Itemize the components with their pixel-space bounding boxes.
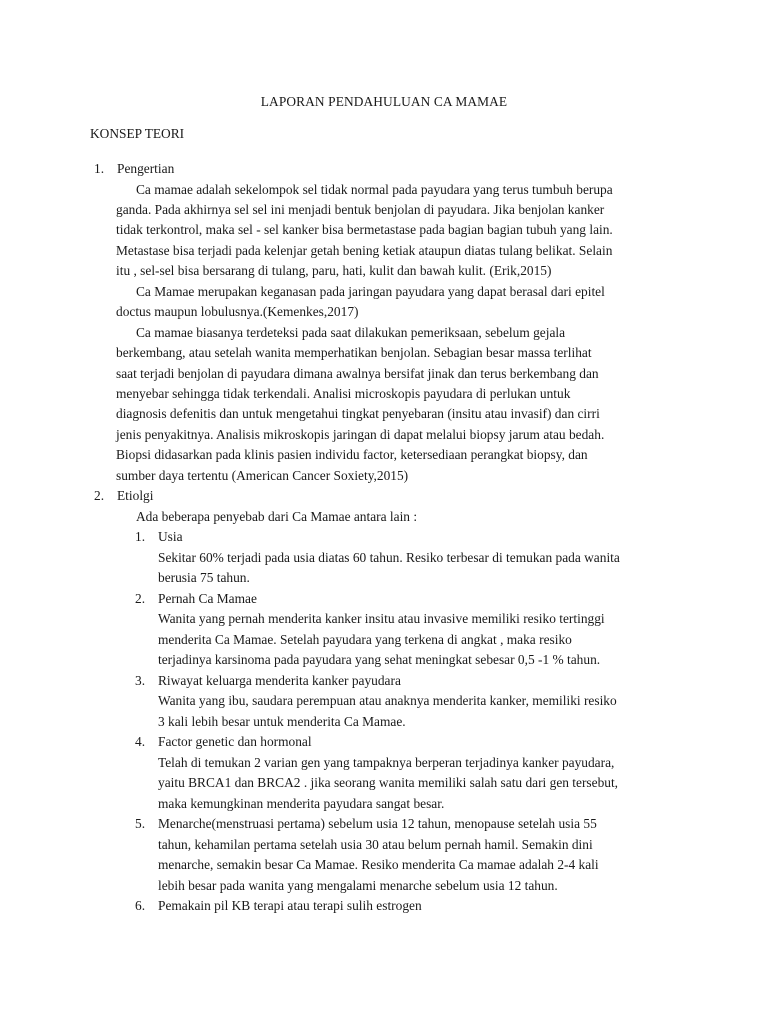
sublist-number: 5. [135, 816, 146, 831]
sublist-number: 6. [135, 898, 146, 913]
paragraph-line: Ca mamae adalah sekelompok sel tidak normal pada payudara yang terus tumbuh berupa [136, 182, 613, 197]
paragraph-line: doctus maupun lobulusnya.(Kemenkes,2017) [116, 304, 359, 319]
section-heading: KONSEP TEORI [90, 126, 185, 141]
subitem-line: Wanita yang pernah menderita kanker insitu atau invasive memiliki resiko tertinggi [158, 611, 605, 626]
paragraph-line: ganda. Pada akhirnya sel sel ini menjadi bentuk benjolan di payudara. Jika benjolan kanker [116, 202, 605, 217]
paragraph-line: sumber daya tertentu (American Cancer Soxiety,2015) [116, 468, 409, 483]
paragraph-line: berkembang, atau setelah wanita memperhatikan benjolan. Sebagian besar massa terlihat [116, 345, 592, 360]
paragraph-line: itu , sel-sel bisa bersarang di tulang, paru, hati, kulit dan bawah kulit. (Erik,2015) [116, 263, 552, 278]
subitem-line: berusia 75 tahun. [158, 570, 250, 585]
sublist-number: 4. [135, 734, 146, 749]
subitem-line: yaitu BRCA1 dan BRCA2 . jika seorang wanita memiliki salah satu dari gen tersebut, [158, 775, 619, 790]
subitem-line: Sekitar 60% terjadi pada usia diatas 60 tahun. Resiko terbesar di temukan pada wanita [158, 550, 620, 565]
subitem-heading: Usia [158, 529, 183, 544]
subitem-line: menderita Ca Mamae. Setelah payudara yang terkena di angkat , maka resiko [158, 632, 572, 647]
sublist-number: 2. [135, 591, 146, 606]
subitem-line: 3 kali lebih besar untuk menderita Ca Mamae. [158, 714, 406, 729]
paragraph-line: Ca mamae biasanya terdeteksi pada saat dilakukan pemeriksaan, sebelum gejala [136, 325, 566, 340]
subitem-line: terjadinya karsinoma pada payudara yang sehat meningkat sebesar 0,5 -1 % tahun. [158, 652, 601, 667]
subitem-heading: Pemakain pil KB terapi atau terapi sulih estrogen [158, 898, 422, 913]
paragraph-line: diagnosis defenitis dan untuk mengetahui tingkat penyebaran (insitu atau invasif) dan cirri [116, 406, 600, 421]
subitem-heading: Factor genetic dan hormonal [158, 734, 312, 749]
subitem-heading: Riwayat keluarga menderita kanker payudara [158, 673, 401, 688]
paragraph-line: Metastase bisa terjadi pada kelenjar getah bening ketiak ataupun diatas tulang belikat. Selain [116, 243, 613, 258]
paragraph-line: Biopsi didasarkan pada klinis pasien individu factor, ketersediaan perangkat biopsy, dan [116, 447, 588, 462]
subitem-heading: Menarche(menstruasi pertama) sebelum usia 12 tahun, menopause setelah usia 55 [158, 816, 597, 831]
subitem-heading: Pernah Ca Mamae [158, 591, 257, 606]
subitem-line: Telah di temukan 2 varian gen yang tampaknya berperan terjadinya kanker payudara, [158, 755, 615, 770]
paragraph-line: jenis penyakitnya. Analisis mikroskopis jaringan di dapat melalui biopsy jarum atau bedah. [116, 427, 605, 442]
sublist-number: 1. [135, 529, 146, 544]
list-number: 1. [94, 161, 105, 176]
paragraph-line: saat terjadi benjolan di payudara dimana awalnya bersifat jinak dan terus berkembang dan [116, 366, 599, 381]
subitem-line: Wanita yang ibu, saudara perempuan atau anaknya menderita kanker, memiliki resiko [158, 693, 617, 708]
sublist-number: 3. [135, 673, 146, 688]
paragraph-line: menyebar sehingga tidak terkendali. Analisi microskopis payudara di perlukan untuk [116, 386, 571, 401]
paragraph-line: Ada beberapa penyebab dari Ca Mamae antara lain : [136, 509, 418, 524]
subitem-line: menarche, semakin besar Ca Mamae. Resiko menderita Ca mamae adalah 2-4 kali [158, 857, 599, 872]
paragraph-line: Ca Mamae merupakan keganasan pada jaringan payudara yang dapat berasal dari epitel [136, 284, 605, 299]
paragraph-line: tidak terkontrol, maka sel - sel kanker bisa bermetastase pada bagian bagian tubuh yang lain. [116, 222, 613, 237]
list-number: 2. [94, 488, 105, 503]
item-heading-pengertian: Pengertian [117, 161, 175, 176]
page-title: LAPORAN PENDAHULUAN CA MAMAE [260, 94, 508, 109]
item-heading-etiolgi: Etiolgi [117, 488, 154, 503]
subitem-line: tahun, kehamilan pertama setelah usia 30 atau belum pernah hamil. Semakin dini [158, 837, 593, 852]
subitem-line: lebih besar pada wanita yang mengalami menarche sebelum usia 12 tahun. [158, 878, 558, 893]
subitem-line: maka kemungkinan menderita payudara sangat besar. [158, 796, 445, 811]
